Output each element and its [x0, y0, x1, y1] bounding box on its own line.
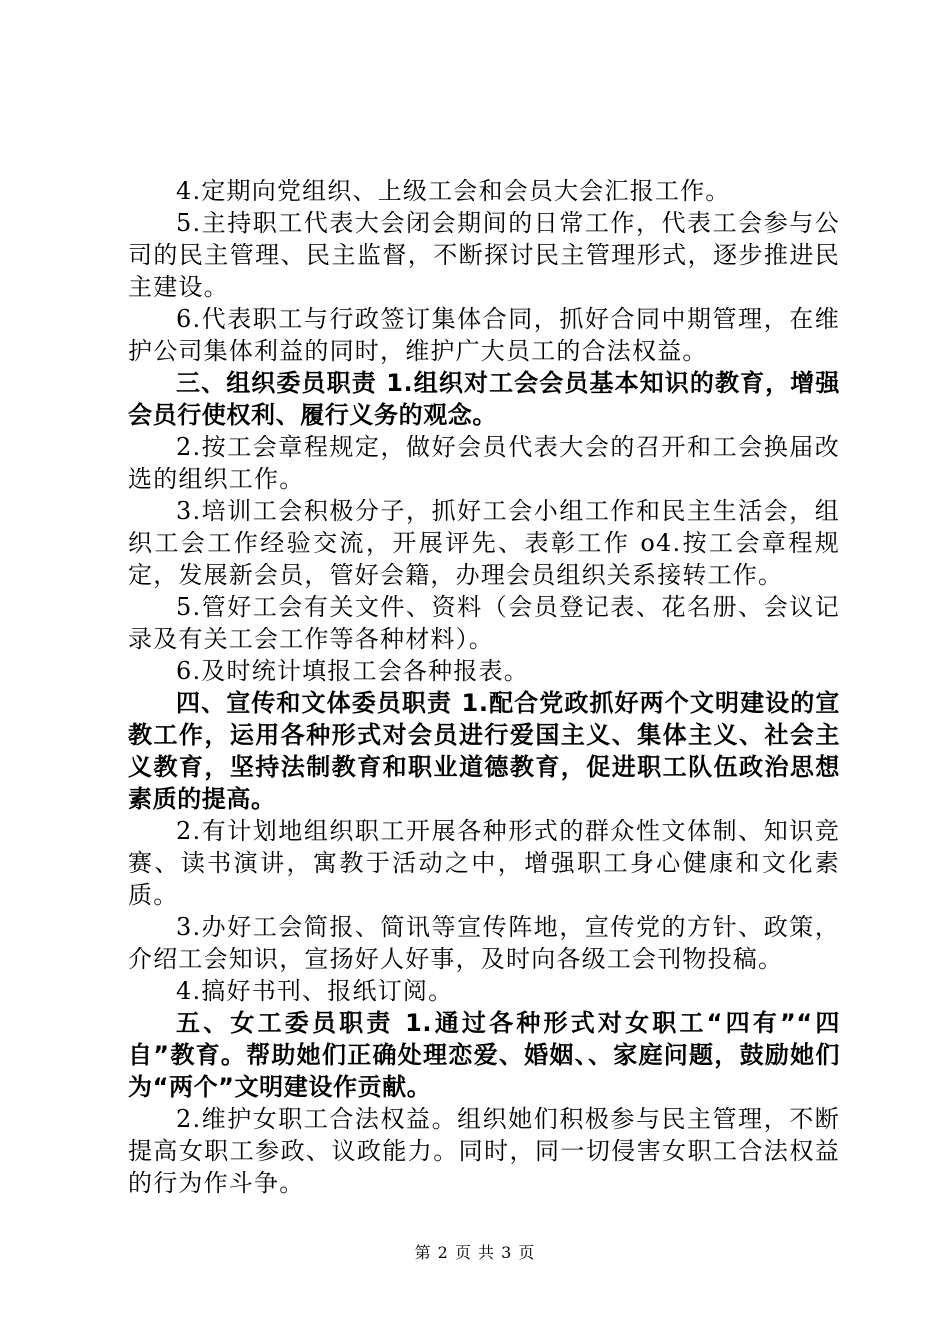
section-heading-publicity-member: 四、宣传和文体委员职责 1.配合党政抓好两个文明建设的宣教工作，运用各种形式对会员进行爱国主义、集体主义、社会主义教育，坚持法制教育和职业道德教育，促进职工队伍政治思想素质的提高。: [128, 689, 840, 813]
section-heading-women-member: 五、女工委员职责 1.通过各种形式对女职工“四有”“四自”教育。帮助她们正确处理恋爱、婚姻、、家庭问题，鼓励她们为“两个”文明建设作贡献。: [128, 1009, 840, 1101]
document-body: [128, 175, 840, 1199]
paragraph-item-5-daily-work: 5.主持职工代表大会闭会期间的日常工作，代表工会参与公司的民主管理、民主监督，不断探讨民主管理形式，逐步推进民主建设。: [128, 209, 840, 301]
paragraph-item-2-activities: 2.有计划地组织职工开展各种形式的群众性文体制、知识竞赛、读书演讲，寓教于活动之中，增强职工身心健康和文化素质。: [128, 817, 840, 909]
paragraph-item-4-subscriptions: 4.搞好书刊、报纸订阅。: [176, 977, 454, 1005]
paragraph-item-2-women-rights: 2.维护女职工合法权益。组织她们积极参与民主管理，不断提高女职工参政、议政能力。同时，同一切侵害女职工合法权益的行为作斗争。: [128, 1105, 840, 1197]
page-number-footer: 第 2 页 共 3 页: [414, 1243, 536, 1262]
paragraph-item-6-collective-contract: 6.代表职工与行政签订集体合同，抓好合同中期管理，在维护公司集体利益的同时，维护广大员工的合法权益。: [128, 305, 840, 365]
paragraph-item-5-documents: 5.管好工会有关文件、资料（会员登记表、花名册、会议记录及有关工会工作等各种材料）。: [128, 593, 840, 653]
paragraph-item-6-statistics: 6.及时统计填报工会各种报表。: [176, 657, 529, 685]
paragraph-item-2-congress: 2.按工会章程规定，做好会员代表大会的召开和工会换届改选的组织工作。: [128, 433, 840, 493]
paragraph-item-4-report: 4.定期向党组织、上级工会和会员大会汇报工作。: [176, 177, 731, 205]
paragraph-item-3-training: 3.培训工会积极分子，抓好工会小组工作和民主生活会，组织工会工作经验交流，开展评先、表彰工作 o4.按工会章程规定，发展新会员，管好会籍，办理会员组织关系接转工作。: [128, 497, 840, 589]
paragraph-item-3-bulletin: 3.办好工会简报、简讯等宣传阵地，宣传党的方针、政策，介绍工会知识，宣扬好人好事，及时向各级工会刊物投稿。: [128, 913, 840, 973]
section-heading-organization-member: 三、组织委员职责 1.组织对工会会员基本知识的教育，增强会员行使权利、履行义务的观念。: [128, 369, 840, 429]
